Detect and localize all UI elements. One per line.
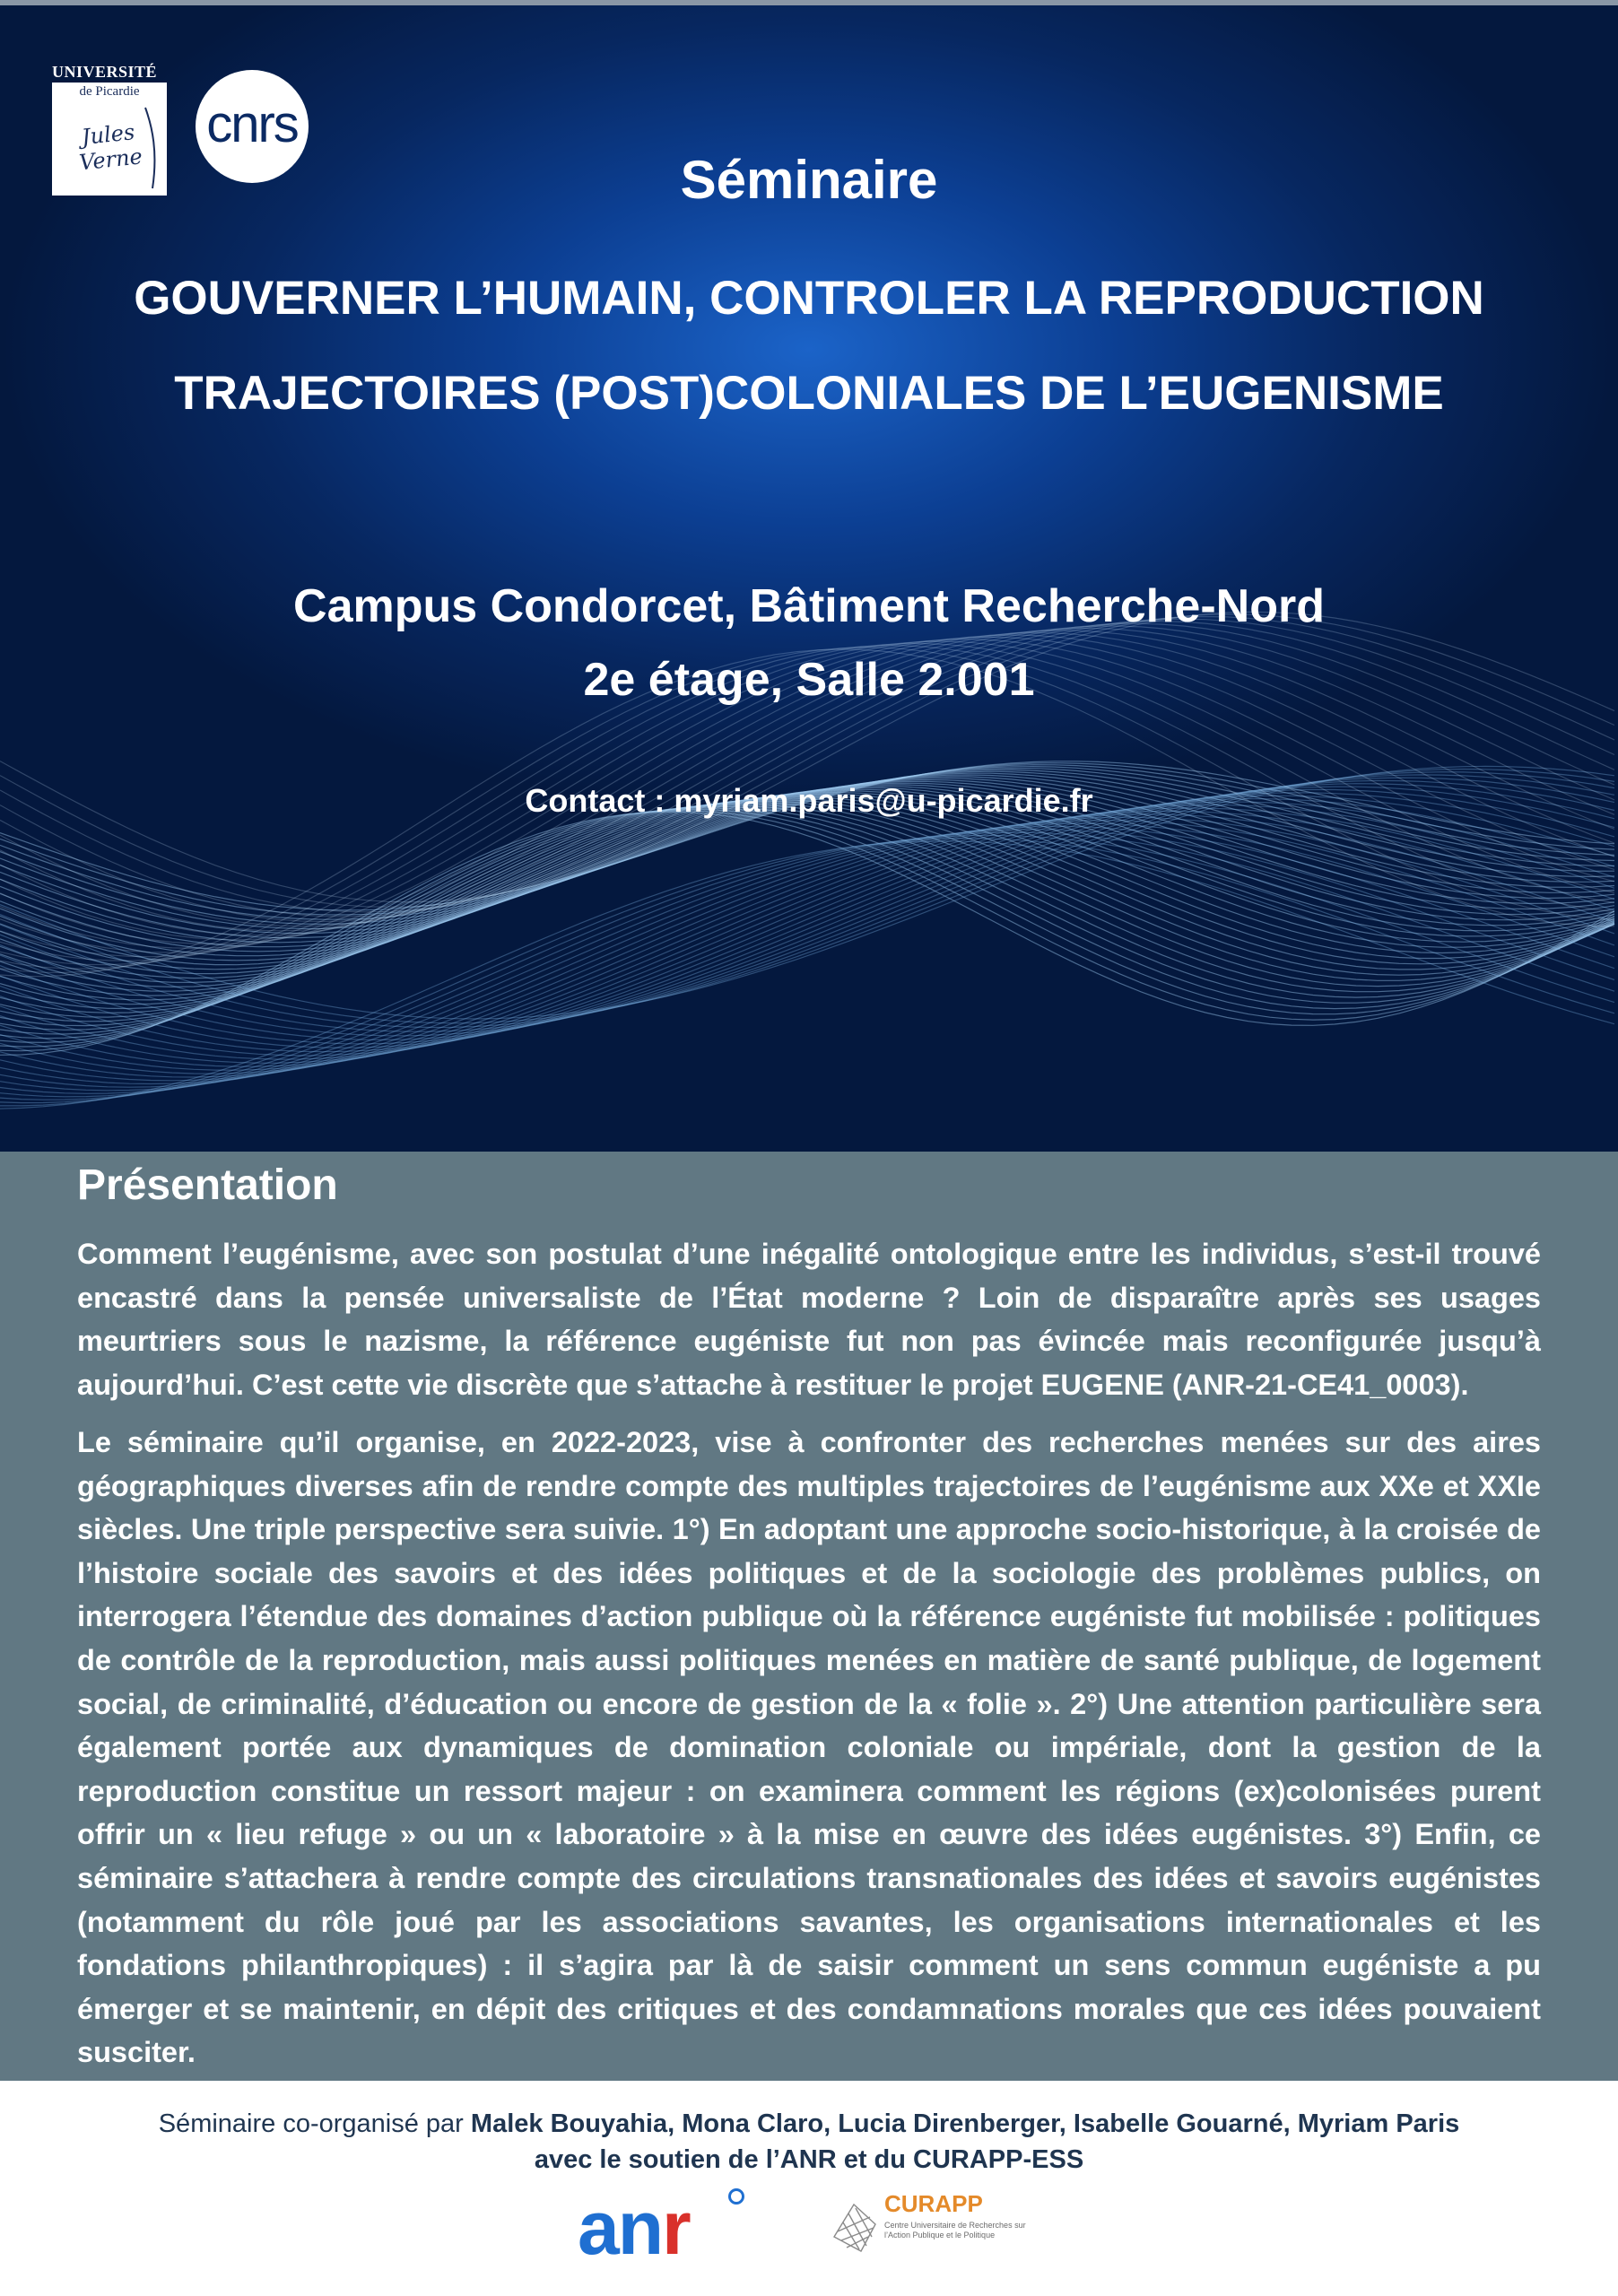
wave-line (0, 801, 1614, 1022)
presentation-section (0, 1152, 1618, 2081)
presentation-heading: Présentation (77, 1161, 338, 1209)
organizers-prefix: Séminaire co-organisé par (158, 2109, 464, 2138)
hero-banner (0, 5, 1618, 1152)
curapp-globe-icon (829, 2197, 879, 2255)
seminar-kicker: Séminaire (680, 150, 938, 210)
wave-line (0, 796, 1614, 1008)
anr-letter-n: n (617, 2186, 663, 2270)
anr-logo (578, 2185, 690, 2270)
wave-line (0, 796, 1614, 1004)
wave-line (0, 832, 1614, 1100)
contact-email[interactable]: Contact : myriam.paris@u-picardie.fr (525, 782, 1093, 819)
curapp-subtitle: Centre Universitaire de Recherches sur l’Action Publique et le Politique (884, 2221, 1026, 2239)
curapp-name: CURAPP (884, 2190, 983, 2217)
venue-line-1: Campus Condorcet, Bâtiment Recherche-Nord (293, 580, 1325, 632)
venue-line-2: 2e étage, Salle 2.001 (583, 654, 1035, 706)
univ-logo-script: Jules Verne (77, 119, 144, 176)
univ-logo-top: UNIVERSITÉ (52, 63, 158, 81)
footer (0, 2081, 1618, 2296)
support-line: avec le soutien de l’ANR et du CURAPP-ESS (534, 2145, 1084, 2174)
title-line-1: GOUVERNER L’HUMAIN, CONTROLER LA REPRODUCTION (134, 272, 1484, 325)
anr-registered-icon (728, 2188, 744, 2205)
anr-letter-a: a (578, 2186, 618, 2270)
wave-line (0, 830, 1614, 1097)
curapp-logo (829, 2190, 1035, 2262)
organizers-line (0, 2109, 1618, 2139)
organizers-names: Malek Bouyahia, Mona Claro, Lucia Direnberger, Isabelle Gouarné, Myriam Paris (470, 2109, 1460, 2138)
presentation-paragraph-2: Le séminaire qu’il organise, en 2022-2023, vise à confronter des recherches menées sur des aires géographiques diverses afin de rendre compte des multiples trajectoires de l’eugénisme aux XXe et XXIe siècles. Une triple perspective sera suivie. 1°) En adoptant une approche socio-historique, à la croisée de l’histoire sociale des savoirs et des idées politiques et de la sociologie des problèmes publics, on interrogera l’étendue des domaines d’action publique où la référence eugéniste fut mobilisée : politiques de contrôle de la reproduction, mais aussi politiques menées en matière de santé publique, de logement social, de criminalité, d’éducation ou encore de gestion de la « folie ». 2°) Une attention particulière sera également portée aux dynamiques de domination coloniale ou impériale, dont la gestion de la reproduction constitue un ressort majeur : on examinera comment les régions (ex)colonisées purent offrir un « lieu refuge » ou un « laboratoire » à la mise en œuvre des idées eugénistes. 3°) Enfin, ce séminaire s’attachera à rendre compte des circulations transnationales des idées et savoirs eugénistes (notamment du rôle joué par les associations savantes, les organisations internationales et les fondations philanthropiques) : il s’agira par là de saisir comment un sens commun eugéniste a pu émerger et se maintenir, en dépit des critiques et des condamnations morales que ces idées pouvaient susciter. (77, 1426, 1541, 2069)
title-line-2: TRAJECTOIRES (POST)COLONIALES DE L’EUGENISME (174, 367, 1444, 420)
presentation-paragraph-1: Comment l’eugénisme, avec son postulat d’une inégalité ontologique entre les individus, s’est-il trouvé encastré dans la pensée universaliste de l’État moderne ? Loin de disparaître après ses usages meurtriers sous le nazisme, la référence eugéniste fut non pas évincée mais reconfigurée jusqu’à aujourd’hui. C’est cette vie discrète que s’attache à restituer le projet EUGENE (ANR-21-CE41_0003). (77, 1238, 1541, 1401)
anr-letter-r: r (662, 2186, 690, 2270)
univ-logo-picardie: de Picardie (79, 84, 140, 99)
cnrs-logo: cnrs (196, 70, 309, 183)
wave-line (0, 841, 1614, 1109)
